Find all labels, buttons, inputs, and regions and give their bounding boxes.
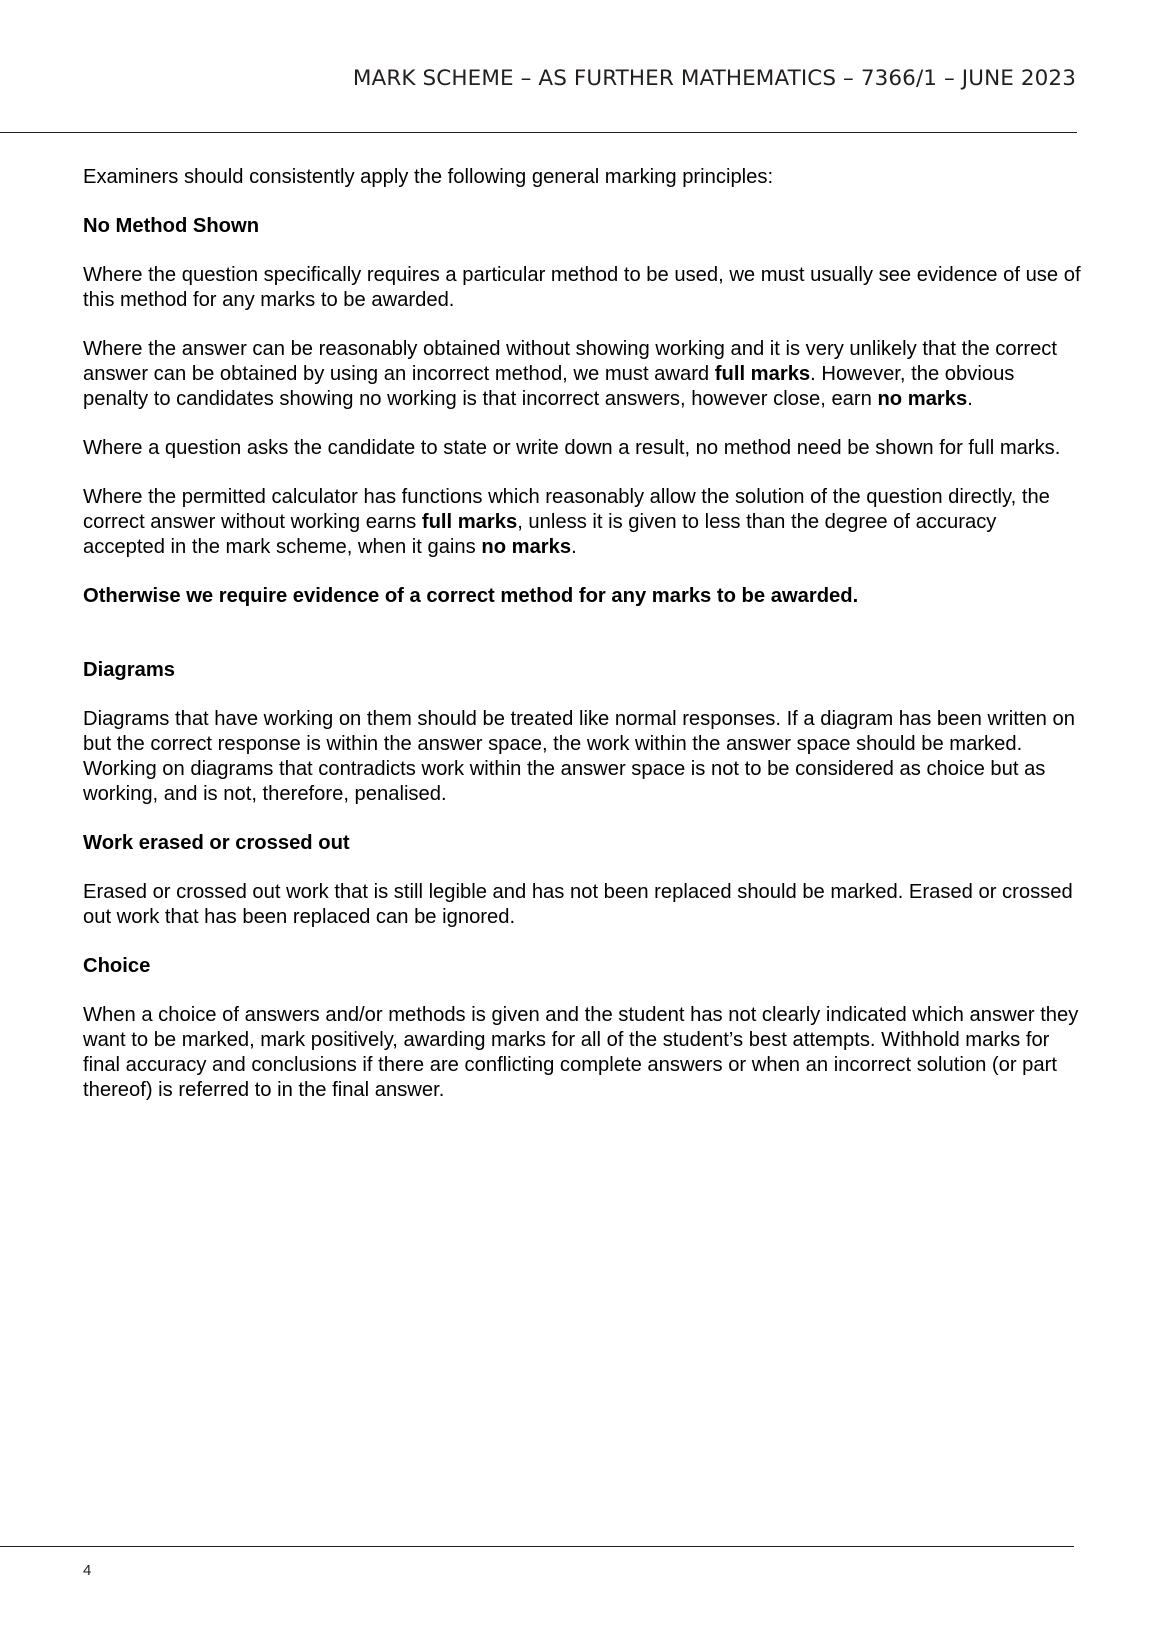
section-no-method-shown xyxy=(83,214,1083,609)
document-body xyxy=(83,165,1083,1127)
section-heading: Work erased or crossed out xyxy=(83,832,350,854)
section-choice xyxy=(83,954,1083,1103)
paragraph: Erased or crossed out work that is still legible and has not been replaced should be marked. Erased or crossed out work that has been replaced can be ignored. xyxy=(83,881,1073,928)
bold-text-run: full marks xyxy=(421,511,518,533)
paragraph: Where the question specifically requires a particular method to be used, we must usually see evidence of use of this method for any marks to be awarded. xyxy=(83,264,1081,311)
paragraph: When a choice of answers and/or methods is given and the student has not clearly indicated which answer they want to be marked, mark positively, awarding marks for all of the student’s best attempts. Withhold marks for final accuracy and conclusions if there are conflicting complete answers or when an incorrect solution (or part thereof) is referred to in the final answer. xyxy=(83,1004,1079,1101)
section-heading: Diagrams xyxy=(83,659,176,681)
paragraph: Diagrams that have working on them should be treated like normal responses. If a diagram has been written on but the correct response is within the answer space, the work within the answer space should be marked. Working on diagrams that contradicts work within the answer space is not to be considered as choice but as working, and is not, therefore, penalised. xyxy=(83,708,1075,805)
section-heading: No Method Shown xyxy=(83,215,260,237)
intro-paragraph: Examiners should consistently apply the following general marking principles: xyxy=(83,166,774,188)
header-title: MARK SCHEME – AS FURTHER MATHEMATICS – 7366/1 – JUNE 2023 xyxy=(352,66,1076,91)
bold-text-run: no marks xyxy=(877,388,968,410)
text-run: , unless it is given to less than the degree of accuracy accepted in the mark scheme, when it gains xyxy=(83,511,997,558)
text-run: . xyxy=(571,536,577,558)
paragraph xyxy=(83,485,1083,560)
text-run: . xyxy=(967,388,973,410)
section-diagrams xyxy=(83,658,1083,807)
page-number: 4 xyxy=(83,1562,92,1579)
bold-text-run: no marks xyxy=(481,536,572,558)
footer-divider xyxy=(0,1546,1074,1547)
paragraph xyxy=(83,337,1083,412)
bold-text-run: full marks xyxy=(714,363,811,385)
section-work-erased xyxy=(83,831,1083,930)
bold-statement: Otherwise we require evidence of a correct method for any marks to be awarded. xyxy=(83,585,859,607)
text-run: Where the answer can be reasonably obtained without showing working and it is very unlikely that the correct answer can be obtained by using an incorrect method, we must award xyxy=(83,338,1058,385)
header-divider xyxy=(0,132,1077,133)
spacer xyxy=(83,633,1083,658)
paragraph: Where a question asks the candidate to state or write down a result, no method need be shown for full marks. xyxy=(83,437,1061,459)
text-run: . However, the obvious penalty to candidates showing no working is that incorrect answers, however close, earn xyxy=(83,363,1015,410)
text-run: Where the permitted calculator has functions which reasonably allow the solution of the question directly, the correct answer without working earns xyxy=(83,486,1050,533)
section-heading: Choice xyxy=(83,955,151,977)
